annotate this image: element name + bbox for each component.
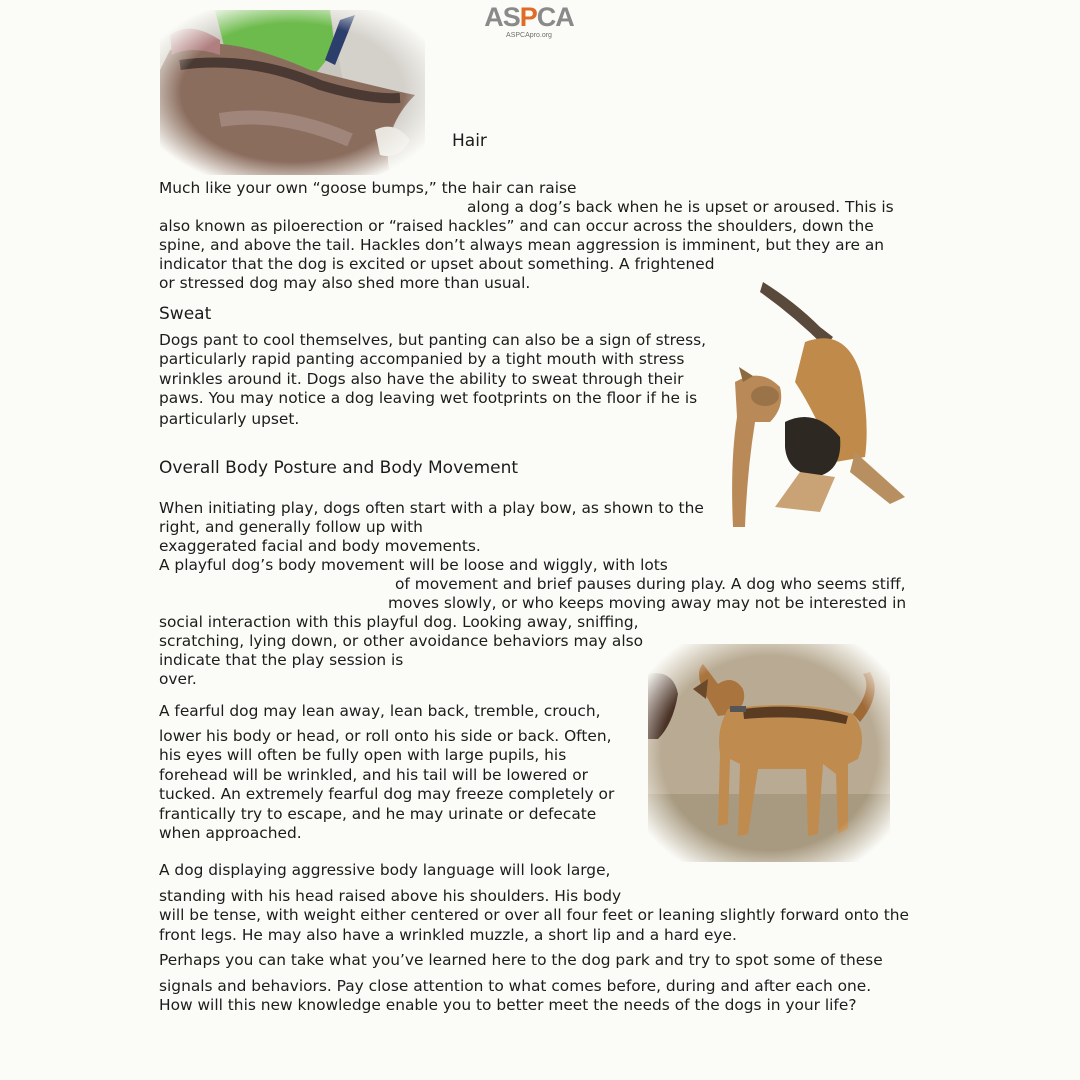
hair-heading: Hair [452, 131, 487, 151]
sweat-heading: Sweat [159, 304, 212, 324]
aggressive-line: will be tense, with weight either centered or over all four feet or leaning slightly forward onto the [159, 906, 909, 924]
play-line: social interaction with this playful dog. Looking away, sniffing, [159, 613, 639, 631]
fearful-line: A fearful dog may lean away, lean back, tremble, crouch, [159, 702, 601, 720]
hair-line: indicator that the dog is excited or upset about something. A frightened [159, 255, 715, 273]
posture-heading: Overall Body Posture and Body Movement [159, 458, 519, 478]
aggressive-line: front legs. He may also have a wrinkled muzzle, a short lip and a hard eye. [159, 926, 737, 944]
hair-line: along a dog’s back when he is upset or aroused. This is [467, 198, 894, 216]
aggressive-line: standing with his head raised above his shoulders. His body [159, 887, 622, 905]
closing-line: How will this new knowledge enable you to better meet the needs of the dogs in your life? [159, 996, 857, 1014]
hair-line: Much like your own “goose bumps,” the hair can raise [159, 179, 577, 197]
hackles-photo [160, 10, 425, 175]
play-line: When initiating play, dogs often start with a play bow, as shown to the [159, 499, 704, 517]
play-bow-photo [725, 272, 915, 534]
hair-line: also known as piloerection or “raised hackles” and can occur across the shoulders, down the [159, 217, 874, 235]
play-line: A playful dog’s body movement will be loose and wiggly, with lots [159, 556, 668, 574]
fearful-line: lower his body or head, or roll onto his side or back. Often, [159, 727, 612, 745]
sweat-line: Dogs pant to cool themselves, but panting can also be a sign of stress, [159, 331, 707, 349]
fearful-line: tucked. An extremely fearful dog may freeze completely or [159, 785, 615, 803]
aggressive-line: A dog displaying aggressive body language will look large, [159, 861, 611, 879]
sweat-line: wrinkles around it. Dogs also have the ability to sweat through their [159, 370, 684, 388]
play-line: indicate that the play session is [159, 651, 404, 669]
closing-line: signals and behaviors. Pay close attention to what comes before, during and after each one. [159, 977, 872, 995]
fearful-line: forehead will be wrinkled, and his tail will be lowered or [159, 766, 588, 784]
standing-dog-photo [648, 644, 890, 862]
play-line: right, and generally follow up with [159, 518, 423, 536]
fearful-line: frantically try to escape, and he may urinate or defecate [159, 805, 597, 823]
play-line: of movement and brief pauses during play. A dog who seems stiff, [395, 575, 906, 593]
play-line: scratching, lying down, or other avoidance behaviors may also [159, 632, 644, 650]
sweat-line: particularly rapid panting accompanied by a tight mouth with stress [159, 350, 685, 368]
hair-line: spine, and above the tail. Hackles don’t always mean aggression is imminent, but they are an [159, 236, 885, 254]
play-line: moves slowly, or who keeps moving away may not be interested in [388, 594, 907, 612]
aspca-logo [478, 0, 580, 44]
play-line: over. [159, 670, 197, 688]
sweat-line: paws. You may notice a dog leaving wet footprints on the floor if he is [159, 389, 698, 407]
closing-line: Perhaps you can take what you’ve learned here to the dog park and try to spot some of these [159, 951, 883, 969]
logo-brand: ASPCA [484, 2, 574, 32]
play-line: exaggerated facial and body movements. [159, 537, 481, 555]
sweat-line: particularly upset. [159, 410, 300, 428]
fearful-line: when approached. [159, 824, 302, 842]
hair-line: or stressed dog may also shed more than usual. [159, 274, 531, 292]
fearful-line: his eyes will often be fully open with large pupils, his [159, 746, 567, 764]
logo-url: ASPCApro.org [506, 32, 552, 39]
